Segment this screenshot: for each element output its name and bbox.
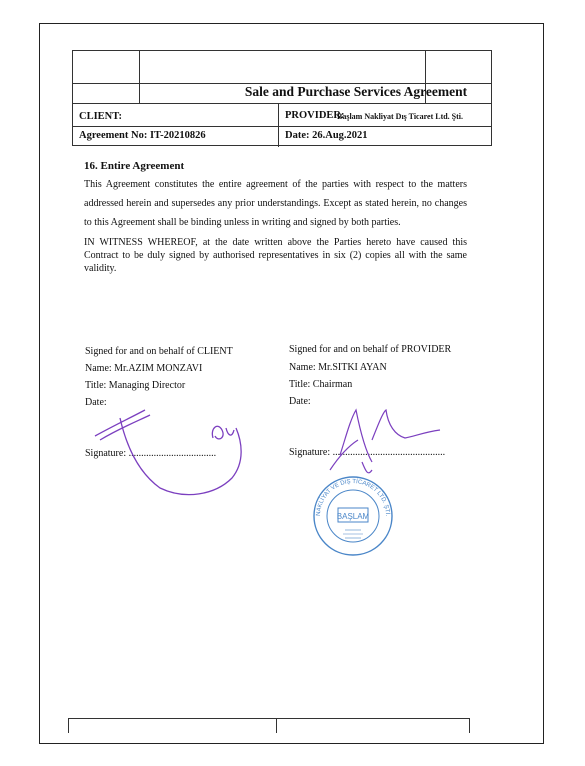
footer-right-divider: [469, 719, 470, 733]
client-signed-for: Signed for and on behalf of CLIENT: [85, 346, 233, 357]
provider-title: Title: Chairman: [289, 379, 353, 390]
witness-paragraph: IN WITNESS WHEREOF, at the date written above the Parties hereto have caused this Contract to be duly signed by authorised representatives in six (2) copies all with the same validity.: [84, 237, 467, 274]
section-title: 16. Entire Agreement: [84, 160, 185, 172]
entire-agreement-paragraph: This Agreement constitutes the entire agreement of the parties with respect to the matters addressed herein and supersedes any prior understandings. Except as stated herein, no changes to this Agreement shall be binding unless in writing and signed by both parties.: [84, 179, 467, 228]
agreement-number: Agreement No: IT-20210826: [79, 130, 206, 141]
stamp-center-text: BAŞLAM: [336, 512, 370, 521]
provider-date: Date:: [289, 396, 311, 407]
page-footer: [68, 718, 470, 733]
document-title: Sale and Purchase Services Agreement: [244, 84, 468, 99]
provider-signature-line: Signature: .............................................: [289, 447, 446, 458]
client-signature-image: [95, 410, 241, 495]
footer-left-divider: [68, 719, 69, 733]
provider-name: Başlam Nakliyat Dış Ticaret Ltd. Şti.: [337, 112, 464, 121]
client-label: CLIENT:: [79, 111, 122, 122]
client-date: Date:: [85, 397, 107, 408]
footer-middle-divider: [276, 719, 277, 733]
client-title: Title: Managing Director: [85, 380, 186, 391]
provider-label: PROVIDER:: [285, 110, 345, 121]
client-name: Name: Mr.AZIM MONZAVI: [85, 363, 203, 374]
provider-name-line: Name: Mr.SITKI AYAN: [289, 362, 387, 373]
provider-signature-image: [330, 410, 440, 473]
company-stamp: [314, 477, 392, 555]
client-signature-line: Signature: ...................................: [85, 448, 217, 459]
agreement-date: Date: 26.Aug.2021: [285, 130, 368, 141]
stamp-ring-text: NAKLİYAT VE DIŞ TİCARET LTD. ŞTİ.: [315, 478, 391, 517]
provider-signed-for: Signed for and on behalf of PROVIDER: [289, 344, 452, 355]
